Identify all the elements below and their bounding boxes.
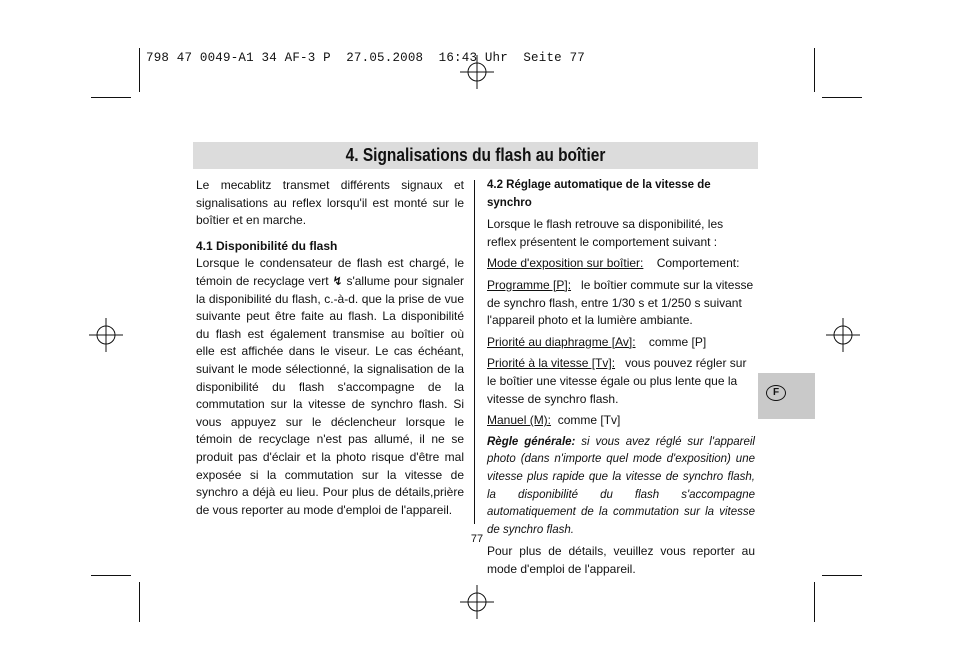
section-4-1-paragraph — [196, 255, 464, 519]
section-4-2-intro: Lorsque le flash retrouve sa disponibilité, les reflex présentent le comportement suivant : — [487, 217, 724, 249]
tv-row — [487, 355, 755, 408]
section-heading-4-2: 4.2 Réglage automatique de la vitesse de synchro — [487, 179, 711, 209]
crop-mark-bottom-right-h — [822, 575, 862, 576]
language-tab-label: F — [766, 385, 786, 401]
manual-label: Manuel (M): — [487, 413, 552, 428]
mode-value: Comportement: — [656, 256, 740, 271]
general-rule-paragraph — [487, 434, 755, 540]
language-tab — [758, 373, 815, 419]
av-label: Priorité au diaphragme [Av]: — [487, 334, 636, 349]
column-divider — [474, 180, 475, 524]
registration-mark-left — [89, 318, 123, 352]
page-title: 4. Signalisations du flash au boîtier — [345, 145, 606, 165]
crop-mark-top-left-v — [139, 48, 140, 92]
flash-ready-icon: ↯ — [332, 273, 343, 288]
left-column — [196, 177, 464, 519]
av-text: comme [P] — [648, 334, 707, 349]
crop-mark-top-right-v — [814, 48, 815, 92]
general-rule-label: Règle générale: — [487, 435, 576, 448]
tv-label: Priorité à la vitesse [Tv]: — [487, 356, 616, 371]
crop-mark-bottom-right-v — [814, 582, 815, 622]
outro-paragraph: Pour plus de détails, veuillez vous reporter au mode d'emploi de l'appareil. — [487, 544, 755, 576]
programme-row — [487, 277, 755, 330]
av-row — [487, 334, 755, 352]
section-4-1-text-b: s'allume pour signaler la disponibilité du flash, c.-à-d. que la prise de vue suivante peut être faite au flash. La disponibilité du flash est également transmise au boîtier où elle est affichée dans le viseur. Le cas échéant, suivant le mode sélectionné, la signalisation de la disponibilité du flash s'accompagne de la commutation sur la vitesse de synchro flash. Si vous appuyez sur le déclencheur lorsque le témoin de recyclage n'est pas allumé, il ne se produit pas d'éclair et la photo risque d'être mal exposée si la commutation sur la vitesse de synchro a déjà eu lieu. Pour plus de détails,prière de vous reporter au mode d'emploi de l'appareil. — [196, 273, 465, 517]
crop-mark-top-left-h — [91, 97, 131, 98]
registration-mark-bottom — [460, 585, 494, 619]
manual-row — [487, 412, 755, 430]
manual-text: comme [Tv] — [557, 413, 621, 428]
section-title-bar — [193, 142, 758, 169]
section-heading-4-1: 4.1 Disponibilité du flash — [196, 238, 338, 253]
crop-mark-bottom-left-v — [139, 582, 140, 622]
mode-header-row — [487, 255, 755, 273]
crop-mark-top-right-h — [822, 97, 862, 98]
section-4-1-text-a: Lorsque le condensateur de flash est chargé, le témoin de recyclage vert — [196, 256, 464, 288]
intro-paragraph: Le mecablitz transmet différents signaux et signalisations au reflex lorsqu'il est monté sur le boîtier et en marche. — [196, 178, 464, 228]
print-slug: 798 47 0049-A1 34 AF-3 P 27.05.2008 16:43 Uhr Seite 77 — [146, 51, 585, 65]
tv-text: vous pouvez régler sur le boîtier une vitesse égale ou plus lente que la vitesse de synchro flash. — [487, 356, 747, 406]
registration-mark-top — [460, 55, 494, 89]
programme-text: le boîtier commute sur la vitesse de synchro flash, entre 1/30 s et 1/250 s suivant l'appareil photo et la lumière ambiante. — [487, 277, 754, 328]
right-column — [487, 177, 755, 578]
mode-label: Mode d'exposition sur boîtier: — [487, 256, 644, 271]
general-rule-text: si vous avez réglé sur l'appareil photo (dans n'importe quel mode d'exposition) une vitesse plus rapide que la vitesse de synchro flash, la disponibilité du flash s'accompagne automatiquement de la commutation sur la vitesse de synchro flash. — [487, 435, 755, 536]
registration-mark-right — [826, 318, 860, 352]
crop-mark-bottom-left-h — [91, 575, 131, 576]
page-number: 77 — [470, 533, 484, 545]
programme-label: Programme [P]: — [487, 277, 572, 292]
